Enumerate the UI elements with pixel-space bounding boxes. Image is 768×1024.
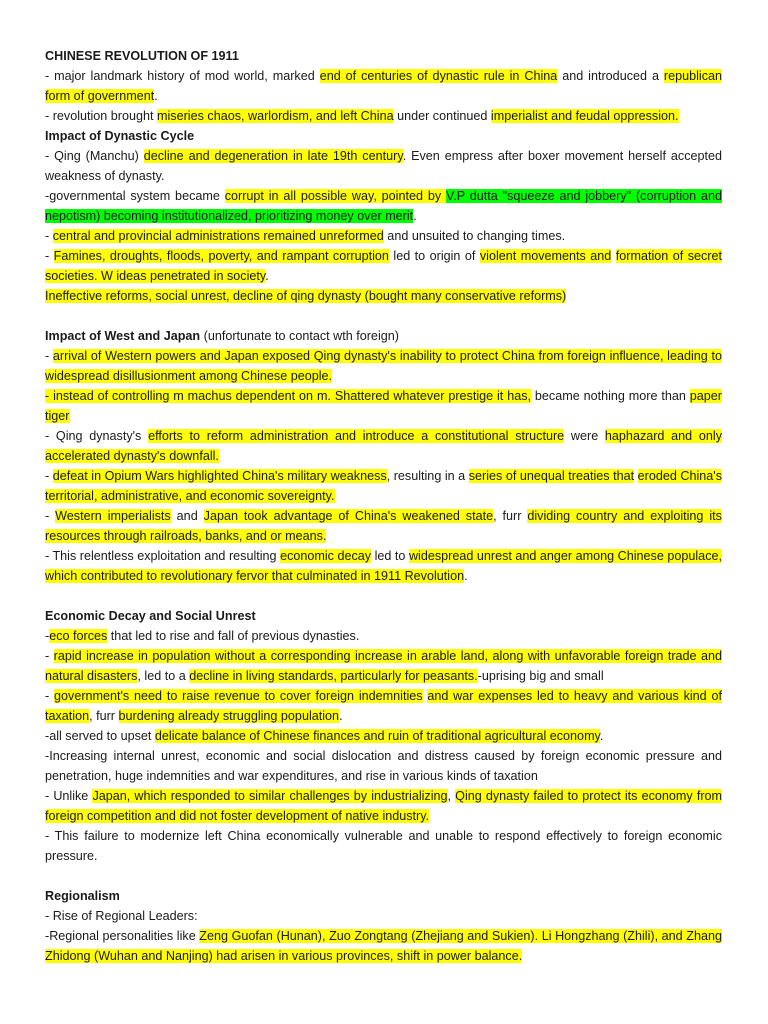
- text-run: .: [464, 569, 468, 583]
- text-run: -Regional personalities like: [45, 929, 200, 943]
- section-spacer: [45, 866, 722, 886]
- text-run: -governmental system became: [45, 189, 225, 203]
- highlighted-text: widespread unrest and anger among Chinese populace, which contributed to revolutionary fervor that culminated in 1911 Revolution: [45, 549, 722, 583]
- text-run: and unsuited to changing times.: [383, 229, 566, 243]
- highlighted-text: central and provincial administrations remained unreformed: [52, 229, 384, 243]
- highlighted-text: republican form of government: [45, 69, 723, 103]
- text-run: . Even empress after boxer movement herself accepted weakness of dynasty.: [45, 149, 723, 183]
- section-heading: [45, 46, 722, 66]
- highlighted-text: miseries chaos, warlordism, and left China: [157, 109, 394, 123]
- text-run: were: [564, 429, 605, 443]
- text-run: .: [339, 709, 343, 723]
- paragraph: [45, 906, 722, 926]
- highlighted-text: paper tiger: [45, 389, 722, 423]
- paragraph: [45, 426, 722, 466]
- paragraph: [45, 746, 722, 786]
- highlighted-text: defeat in Opium Wars highlighted China's military weakness: [52, 469, 387, 483]
- paragraph: [45, 246, 722, 286]
- highlighted-text: economic decay: [280, 549, 372, 563]
- text-run: - Rise of Regional Leaders:: [45, 909, 198, 923]
- text-run: -: [45, 249, 54, 263]
- paragraph: [45, 286, 722, 306]
- text-run: -: [45, 469, 53, 483]
- highlighted-text: Qing dynasty failed to protect its economy from foreign competition and did not foster development of native industry.: [45, 789, 723, 823]
- highlighted-text: Qing dynasty's inability to protect China from foreign influence, leading to widespread disillusionment among Chinese people.: [45, 349, 722, 383]
- highlighted-text: Japan, which responded to similar challenges by industrializing: [92, 789, 448, 803]
- text-run: -Increasing internal unrest, economic and social dislocation and distress caused by foreign economic pressure and penetration, huge indemnities and war expenditures, and rise in various kinds of taxation: [45, 749, 722, 783]
- text-run: and introduced a: [557, 69, 664, 83]
- paragraph: [45, 646, 722, 686]
- highlighted-text: government's need to raise revenue to cover foreign indemnities: [54, 689, 423, 703]
- text-run: -all served to upset: [45, 729, 155, 743]
- text-run: -: [45, 689, 55, 703]
- highlighted-text: Ineffective reforms, social unrest, decline of qing dynasty (bought many conservative reforms): [45, 289, 567, 303]
- paragraph: [45, 346, 722, 386]
- text-run: .: [265, 269, 269, 283]
- text-run: - Qing dynasty's: [45, 429, 149, 443]
- highlighted-text: end of centuries of dynastic rule in China: [319, 69, 558, 83]
- text-run: .: [154, 89, 158, 103]
- section-title: Regionalism: [45, 889, 120, 903]
- text-run: -: [45, 509, 56, 523]
- text-run: .: [413, 209, 417, 223]
- highlighted-text: decline and degeneration in late 19th century: [143, 149, 403, 163]
- highlighted-text: eroded China's territorial, administrative, and economic sovereignty.: [45, 469, 722, 503]
- section-heading: [45, 326, 722, 346]
- highlighted-text: series of unequal treaties that: [468, 469, 635, 483]
- text-run: - This failure to modernize left China economically vulnerable and unable to respond effectively to foreign economic pressure.: [45, 829, 722, 863]
- text-run: -uprising big and small: [477, 669, 604, 683]
- text-run: -: [45, 349, 53, 363]
- section-heading: [45, 606, 722, 626]
- paragraph: [45, 106, 722, 126]
- paragraph: [45, 726, 722, 746]
- text-run: ,: [447, 789, 456, 803]
- paragraph: [45, 226, 722, 246]
- text-run: led to: [371, 549, 409, 563]
- highlighted-text: haphazard and only accelerated dynasty's downfall.: [45, 429, 722, 463]
- highlighted-text: Zeng Guofan (Hunan), Zuo Zongtang (Zhejiang and Sukien). Li Hongzhang (Zhili), and Zhang Zhidong (Wuhan and Nanjing) had arisen in various provinces, shift in power balance.: [45, 929, 722, 963]
- text-run: and: [170, 509, 204, 523]
- section-spacer: [45, 306, 722, 326]
- paragraph: [45, 506, 722, 546]
- highlighted-text: efforts to reform administration and introduce a constitutional structure: [148, 429, 565, 443]
- text-run: , furr: [493, 509, 528, 523]
- section-title: Impact of Dynastic Cycle: [45, 129, 195, 143]
- document-body: [45, 46, 722, 966]
- highlighted-text: burdening already struggling population: [118, 709, 340, 723]
- text-run: .: [599, 729, 604, 743]
- text-run: under continued: [393, 109, 491, 123]
- text-run: , resulting in a: [386, 469, 469, 483]
- text-run: - Unlike: [45, 789, 93, 803]
- highlighted-text: Western imperialists: [55, 509, 171, 523]
- highlighted-text: dividing country and exploiting its resources through railroads, banks, and or means.: [45, 509, 722, 543]
- green-highlighted-text: V.P dutta "squeeze and jobbery" (corruption and nepotism) becoming institutionalized, prioritizing money over merit: [45, 189, 723, 223]
- highlighted-text: - instead of controlling m machus dependent on m. Shattered whatever prestige it has,: [45, 389, 531, 403]
- highlighted-text: violent movements and: [479, 249, 612, 263]
- text-run: - Qing (Manchu): [45, 149, 144, 163]
- highlighted-text: Famines, droughts, floods, poverty, and rampant corruption: [53, 249, 389, 263]
- paragraph: [45, 146, 722, 186]
- text-run: - major landmark history of mod world, marked: [45, 69, 320, 83]
- paragraph: [45, 466, 722, 506]
- text-run: became nothing more than: [531, 389, 690, 403]
- section-heading: [45, 126, 722, 146]
- highlighted-text: eco forces: [49, 629, 108, 643]
- section-title-note: (unfortunate to contact wth foreign): [200, 329, 399, 343]
- highlighted-text: Japan took advantage of China's weakened state: [203, 509, 494, 523]
- highlighted-text: imperialist and feudal oppression.: [490, 109, 679, 123]
- highlighted-text: and war expenses led to heavy and various kind of taxation: [45, 689, 723, 723]
- text-run: that led to rise and fall of previous dynasties.: [107, 629, 360, 643]
- text-run: - revolution brought: [45, 109, 158, 123]
- section-heading: [45, 886, 722, 906]
- text-run: -: [45, 229, 53, 243]
- paragraph: [45, 926, 722, 966]
- highlighted-text: arrival of Western powers and Japan exposed: [52, 349, 314, 363]
- paragraph: [45, 66, 722, 106]
- section-title: Impact of West and Japan: [45, 329, 201, 343]
- highlighted-text: decline in living standards, particularly for peasants.: [189, 669, 478, 683]
- text-run: , furr: [89, 709, 119, 723]
- paragraph: [45, 186, 722, 226]
- text-run: , led to a: [137, 669, 190, 683]
- text-run: -: [45, 629, 50, 643]
- highlighted-text: rapid increase in population without a corresponding increase in arable land, along with unfavorable foreign trade and natural disasters: [45, 649, 722, 683]
- section-title: CHINESE REVOLUTION OF 1911: [45, 49, 239, 63]
- paragraph: [45, 386, 722, 426]
- highlighted-text: formation of secret societies. W ideas penetrated in society: [45, 249, 723, 283]
- highlighted-text: corrupt in all possible way, pointed by: [224, 189, 446, 203]
- paragraph: [45, 626, 722, 646]
- highlighted-text: delicate balance of Chinese finances and ruin of traditional agricultural economy: [154, 729, 600, 743]
- text-run: -: [45, 649, 54, 663]
- section-spacer: [45, 586, 722, 606]
- text-run: led to origin of: [388, 249, 480, 263]
- text-run: - This relentless exploitation and resulting: [45, 549, 281, 563]
- paragraph: [45, 786, 722, 826]
- paragraph: [45, 826, 722, 866]
- section-title: Economic Decay and Social Unrest: [45, 609, 256, 623]
- paragraph: [45, 546, 722, 586]
- paragraph: [45, 686, 722, 726]
